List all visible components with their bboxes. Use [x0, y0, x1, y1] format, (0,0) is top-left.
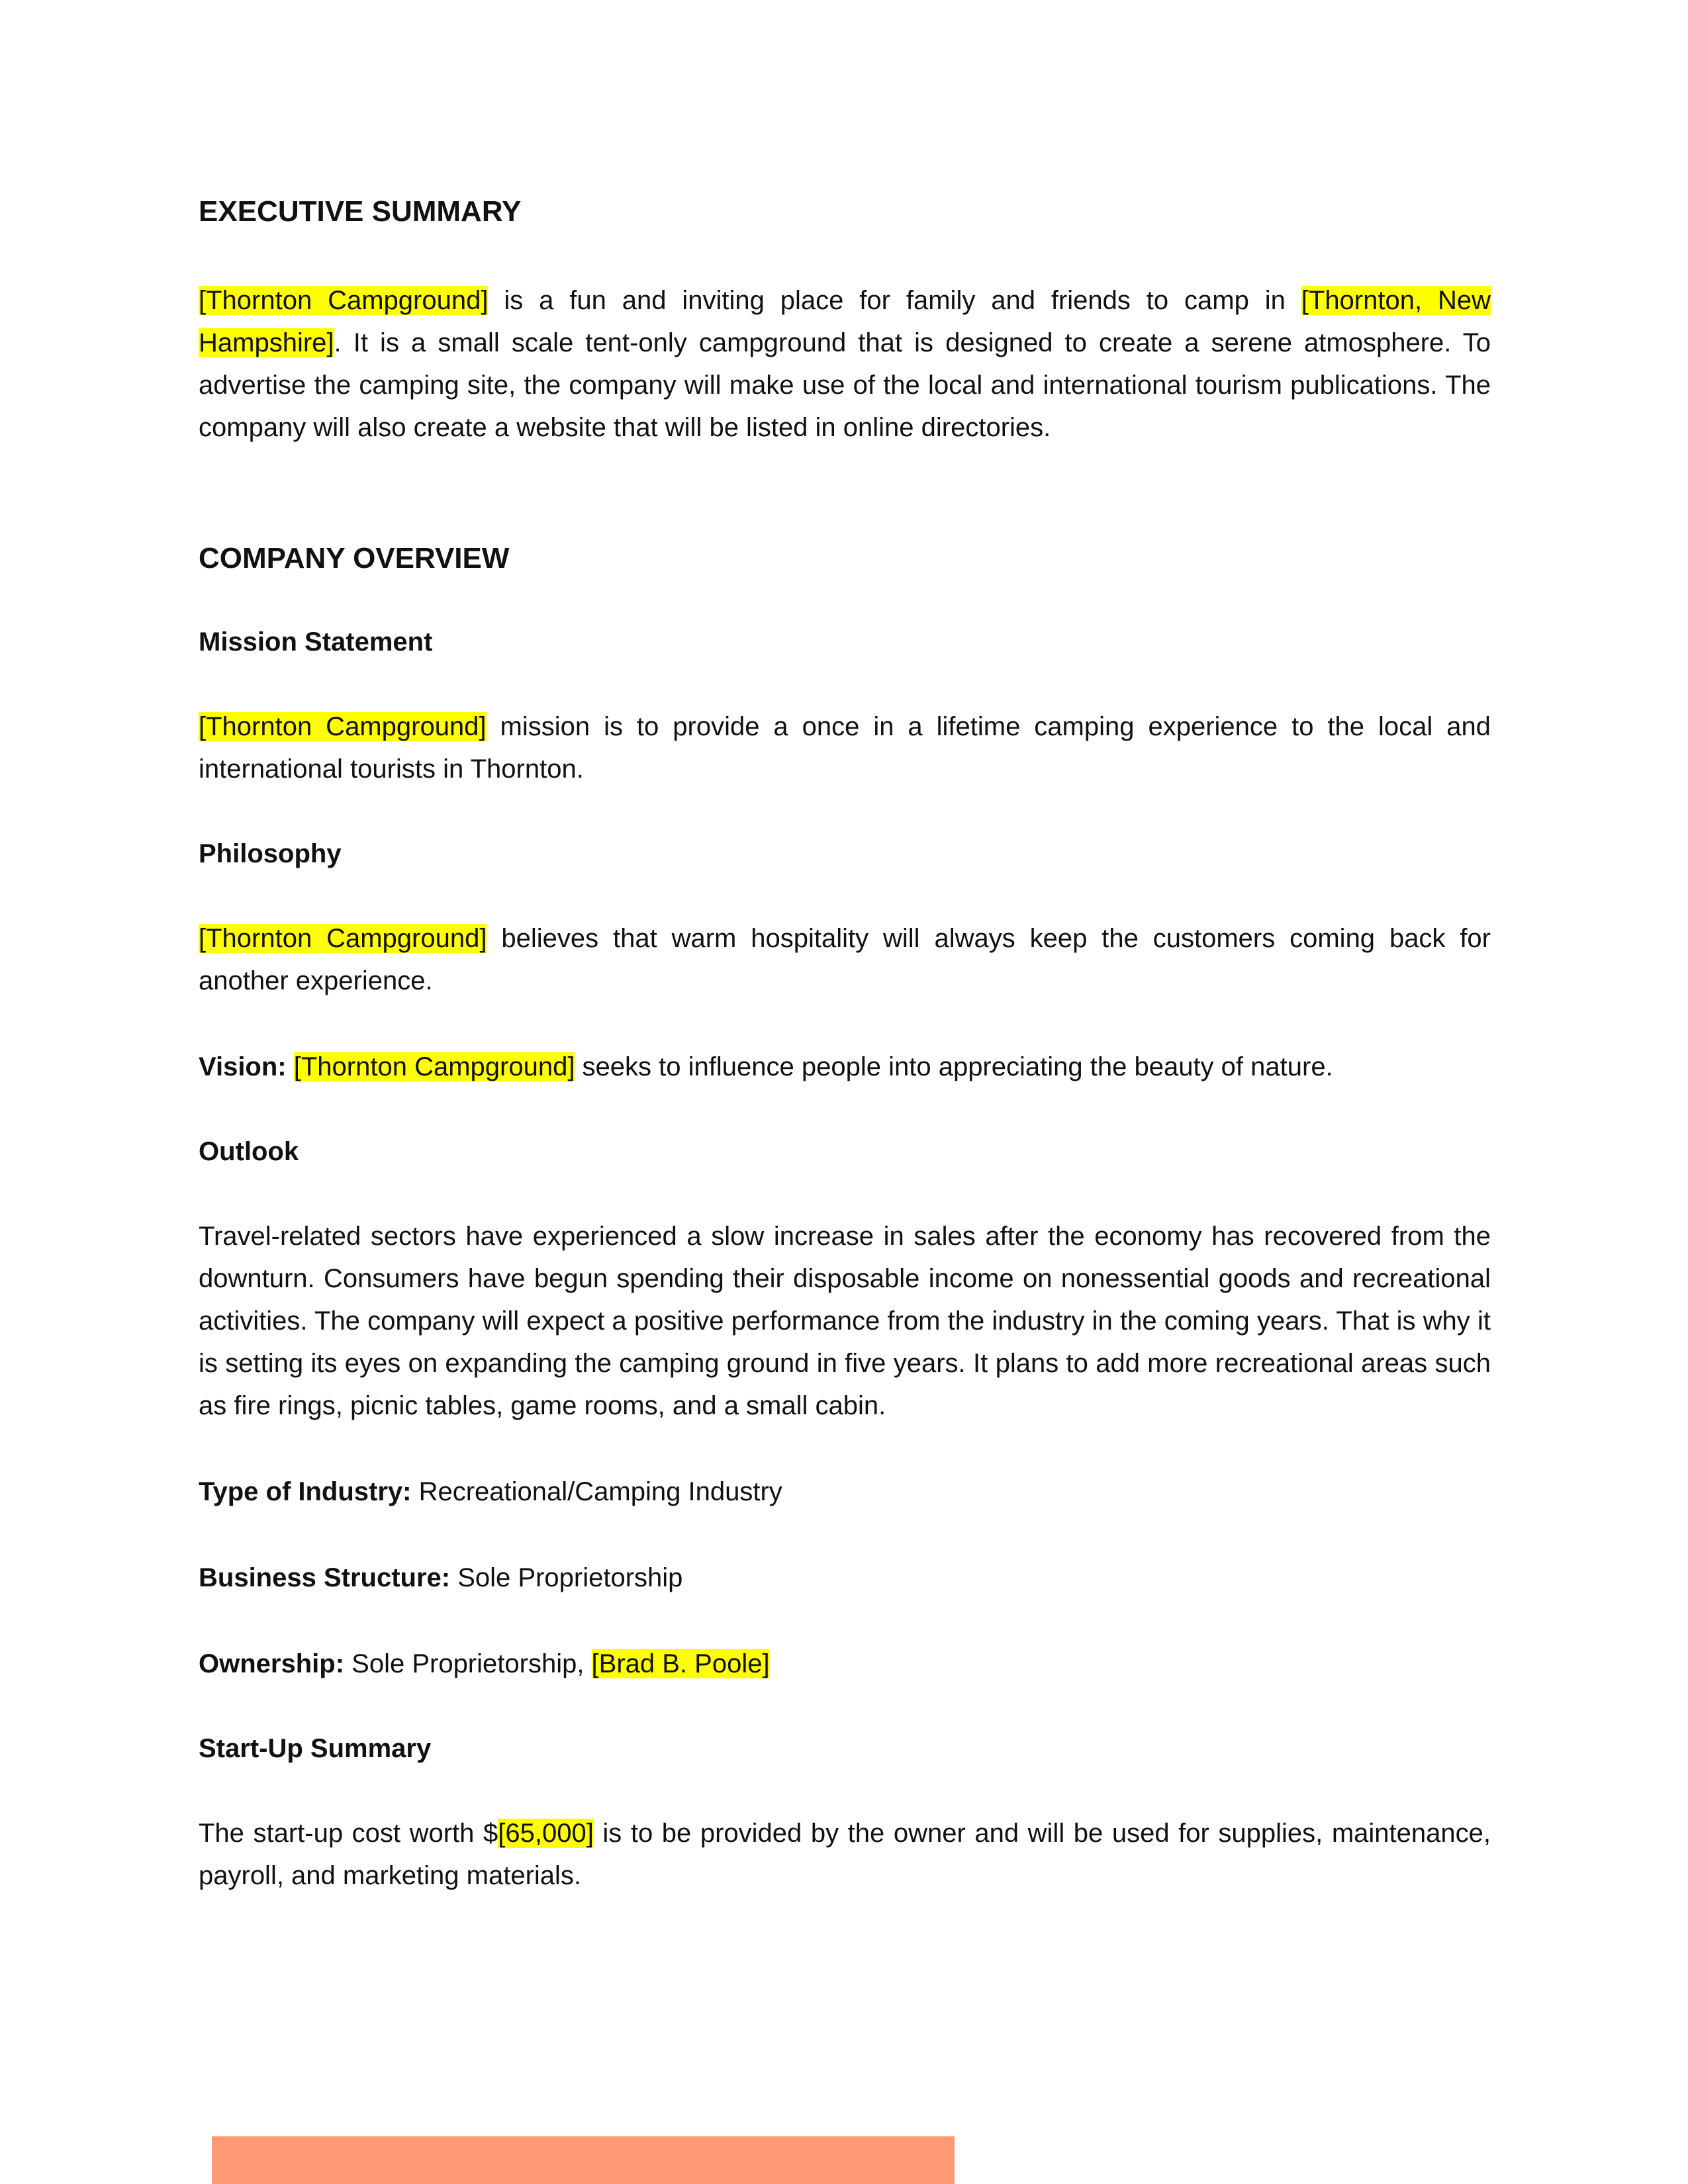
- company-name-placeholder: [Thornton Campground]: [199, 712, 487, 741]
- mission-statement-heading: Mission Statement: [199, 627, 433, 657]
- executive-summary-heading: EXECUTIVE SUMMARY: [199, 195, 522, 228]
- document-page: [199, 192, 1491, 1897]
- startup-summary-heading: Start-Up Summary: [199, 1734, 432, 1763]
- startup-summary-paragraph: [199, 1812, 1491, 1897]
- mission-statement-paragraph: [199, 705, 1491, 790]
- ownership-line: [199, 1643, 1491, 1685]
- industry-label: Type of Industry:: [199, 1477, 412, 1506]
- company-name-placeholder: [Thornton Campground]: [199, 924, 487, 953]
- outlook-heading: Outlook: [199, 1137, 299, 1166]
- industry-line: [199, 1471, 1491, 1513]
- vision-paragraph: [199, 1046, 1491, 1088]
- startup-amount-placeholder: [65,000]: [498, 1819, 594, 1848]
- executive-summary-text-2: . It is a small scale tent-only campground that is designed to create a serene atmosphere. To advertise the camping site, the company will make use of the local and international tourism publications. The company will also create a website that will be listed in online directories.: [199, 328, 1491, 442]
- philosophy-text: believes that warm hospitality will always keep the customers coming back for another experience.: [199, 924, 1491, 995]
- startup-text-2: is to be provided by the owner and will be used for supplies, maintenance, payroll, and marketing materials.: [199, 1819, 1491, 1890]
- vision-label: Vision:: [199, 1052, 287, 1081]
- owner-name-placeholder: [Brad B. Poole]: [591, 1649, 770, 1678]
- vision-text: seeks to influence people into appreciating the beauty of nature.: [575, 1052, 1333, 1081]
- business-structure-value: Sole Proprietorship: [450, 1563, 683, 1592]
- company-name-placeholder: [Thornton Campground]: [199, 286, 489, 315]
- company-overview-heading: COMPANY OVERVIEW: [199, 542, 510, 574]
- executive-summary-paragraph: [199, 279, 1491, 449]
- philosophy-heading: Philosophy: [199, 839, 342, 868]
- ownership-label: Ownership:: [199, 1649, 345, 1678]
- company-name-placeholder: [Thornton Campground]: [293, 1052, 575, 1081]
- industry-value: Recreational/Camping Industry: [411, 1477, 782, 1506]
- business-structure-label: Business Structure:: [199, 1563, 451, 1592]
- startup-text-1: The start-up cost worth $: [199, 1819, 498, 1848]
- philosophy-paragraph: [199, 917, 1491, 1002]
- footer-accent-bar: [212, 2136, 955, 2184]
- location-placeholder: [Thornton, New Hampshire]: [199, 286, 1491, 357]
- outlook-paragraph: Travel-related sectors have experienced a slow increase in sales after the economy has recovered from the downturn. Consumers have begun spending their disposable income on nonessential goods and recreational activities. The company will expect a positive performance from the industry in the coming years. That is why it is setting its eyes on expanding the camping ground in five years. It plans to add more recreational areas such as fire rings, picnic tables, game rooms, and a small cabin.: [199, 1222, 1491, 1420]
- mission-text: mission is to provide a once in a lifetime camping experience to the local and international tourists in Thornton.: [199, 712, 1491, 784]
- business-structure-line: [199, 1557, 1491, 1599]
- executive-summary-text-1: is a fun and inviting place for family and friends to camp in: [488, 286, 1301, 315]
- ownership-value: Sole Proprietorship,: [344, 1649, 592, 1678]
